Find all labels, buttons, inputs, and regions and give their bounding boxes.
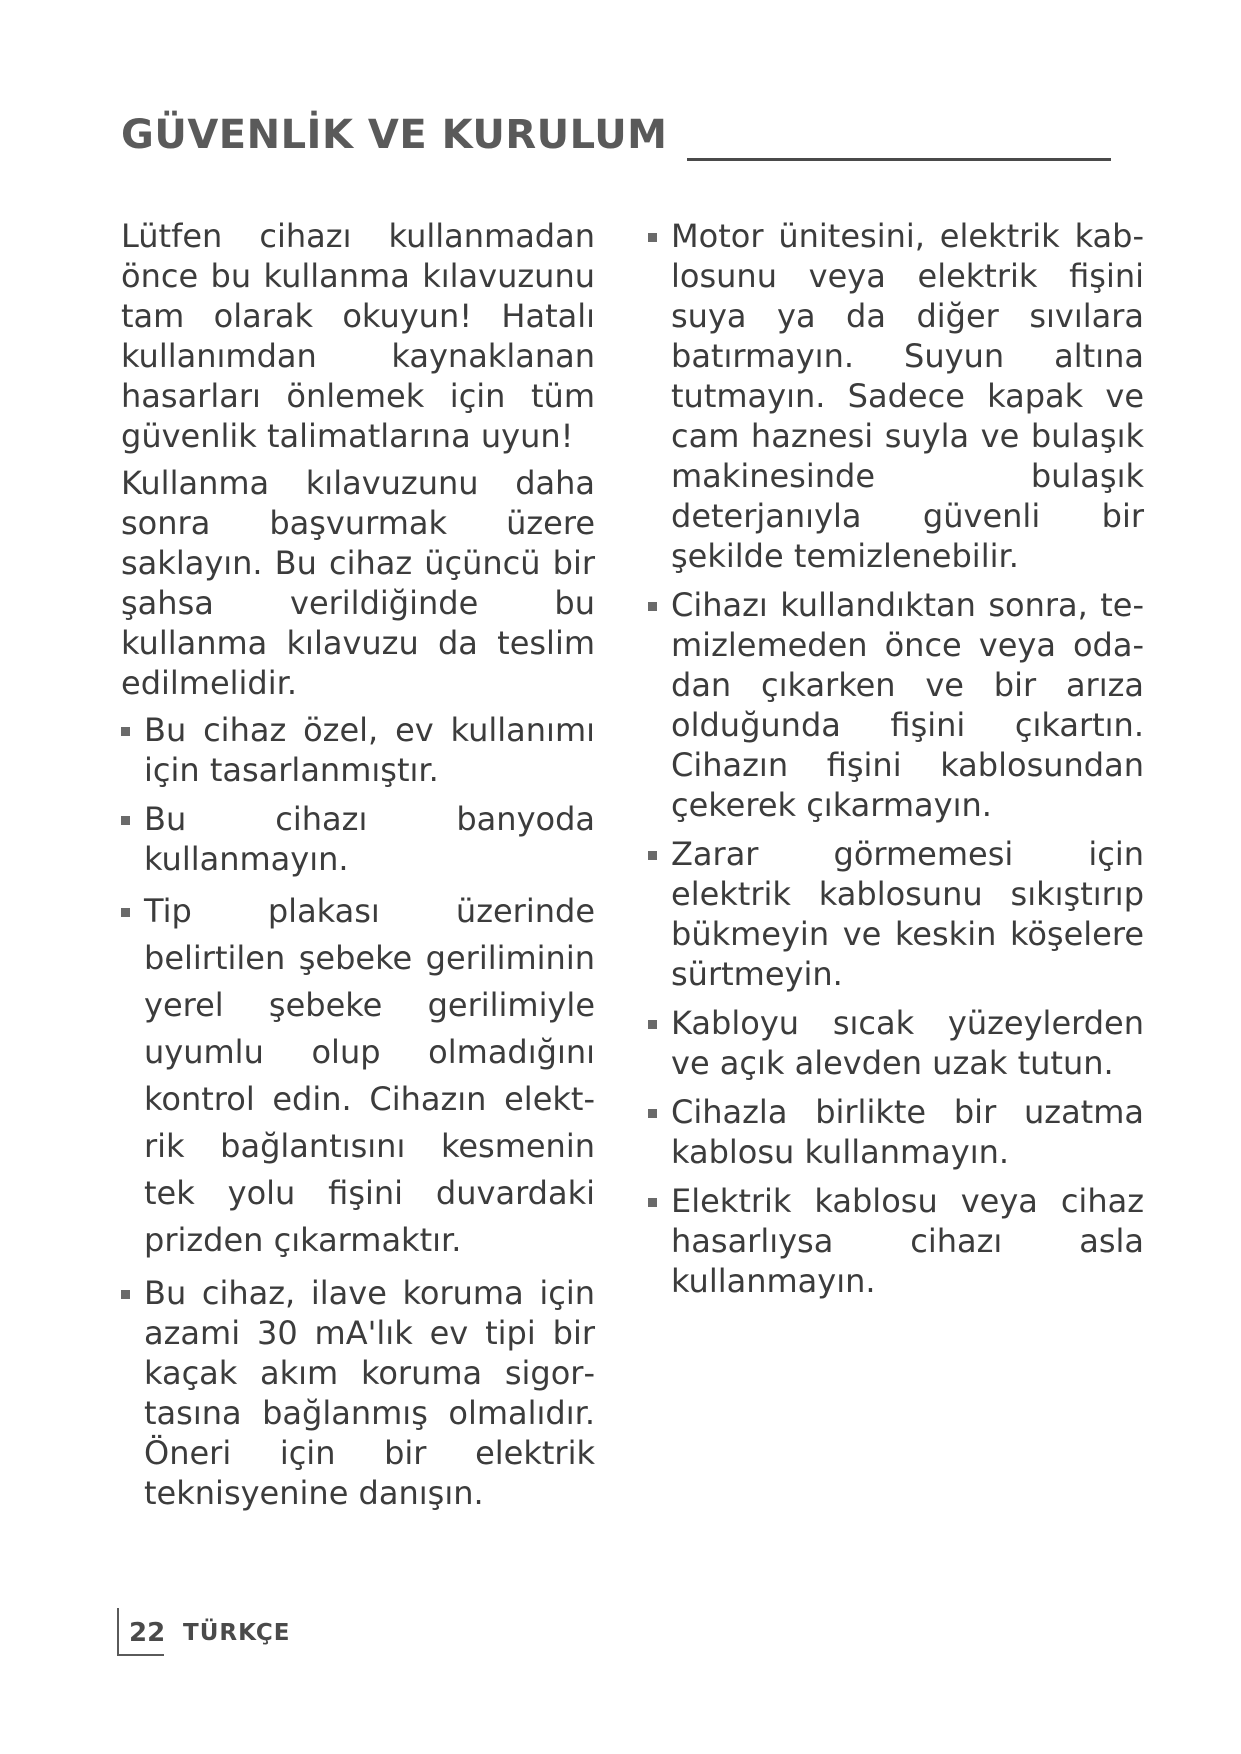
intro-paragraph: Kullanma kılavuzunu daha sonra başvurmak üzere saklayın. Bu cihaz üçüncü bir şahsa verildiğinde bu kullanma kılavuzu da teslim edilmelidir. xyxy=(121,464,595,702)
page-header xyxy=(121,112,1111,172)
footer-bar xyxy=(117,1608,119,1656)
bullet-icon xyxy=(648,602,657,611)
bullet-icon xyxy=(121,1290,130,1299)
footer-underline xyxy=(117,1654,164,1656)
list-item xyxy=(648,1092,1144,1172)
left-column xyxy=(121,216,595,1522)
list-item xyxy=(648,834,1144,994)
list-item xyxy=(121,799,595,879)
bullet-icon xyxy=(648,1198,657,1207)
list-item-text: Cihazla birlikte bir uzatma kablosu kullanmayın. xyxy=(671,1093,1144,1171)
list-item xyxy=(121,710,595,790)
list-item-text: Zarar görmemesi için elektrik kablosunu sıkıştırıp bükmeyin ve keskin köşelere sürtmeyin. xyxy=(671,835,1144,993)
footer-language: TÜRKÇE xyxy=(183,1620,291,1646)
bullet-icon xyxy=(648,233,657,242)
list-item xyxy=(121,888,595,1264)
bullet-icon xyxy=(648,1109,657,1118)
list-item xyxy=(121,1273,595,1513)
list-item-text: Tip plakası üzerinde belirtilen şebeke geriliminin yerel şebeke gerilimiyle uyumlu olup olmadığını kontrol edin. Cihazın elektrik bağlantısını kesmenin tek yolu fişini duvardaki prizden çıkarmaktır. xyxy=(144,892,595,1259)
list-item-text: Bu cihazı banyoda kullanmayın. xyxy=(144,800,595,878)
bullet-icon xyxy=(121,908,130,917)
header-rule xyxy=(687,158,1111,161)
list-item-text: Bu cihaz özel, ev kullanımı için tasarlanmıştır. xyxy=(144,711,595,789)
page-title: GÜVENLİK VE KURULUM xyxy=(121,112,668,158)
right-column xyxy=(648,216,1144,1310)
list-item xyxy=(648,1181,1144,1301)
bullet-icon xyxy=(648,851,657,860)
list-item-text: Motor ünitesini, elektrik kablosunu veya elektrik fişini suya ya da diğer sıvılara batırmayın. Suyun altına tutmayın. Sadece kapak ve cam haznesi suyla ve bulaşık makinesinde bulaşık deterjanıyla güvenli bir şekilde temizlenebilir. xyxy=(671,217,1144,575)
bullet-icon xyxy=(121,727,130,736)
list-item-text: Kabloyu sıcak yüzeylerden ve açık alevden uzak tutun. xyxy=(671,1004,1144,1082)
list-item-text: Bu cihaz, ilave koruma için azami 30 mA'lık ev tipi bir kaçak akım koruma sigortasına bağlanmış olmalıdır. Öneri için bir elektrik teknisyenine danışın. xyxy=(144,1274,595,1512)
list-item-text: Elektrik kablosu veya cihaz hasarlıysa cihazı asla kullanmayın. xyxy=(671,1182,1144,1300)
list-item xyxy=(648,1003,1144,1083)
list-item xyxy=(648,216,1144,576)
bullet-icon xyxy=(121,816,130,825)
list-item xyxy=(648,585,1144,825)
page-number: 22 xyxy=(129,1618,166,1648)
list-item-text: Cihazı kullandıktan sonra, temizlemeden önce veya odadan çıkarken ve bir arıza olduğunda fişini çıkartın. Cihazın fişini kablosundan çekerek çıkarmayın. xyxy=(671,586,1144,824)
bullet-icon xyxy=(648,1020,657,1029)
intro-paragraph: Lütfen cihazı kullanmadan önce bu kullanma kılavuzunu tam olarak okuyun! Hatalı kullanımdan kaynaklanan hasarları önlemek için tüm güvenlik talimatlarına uyun! xyxy=(121,217,595,455)
